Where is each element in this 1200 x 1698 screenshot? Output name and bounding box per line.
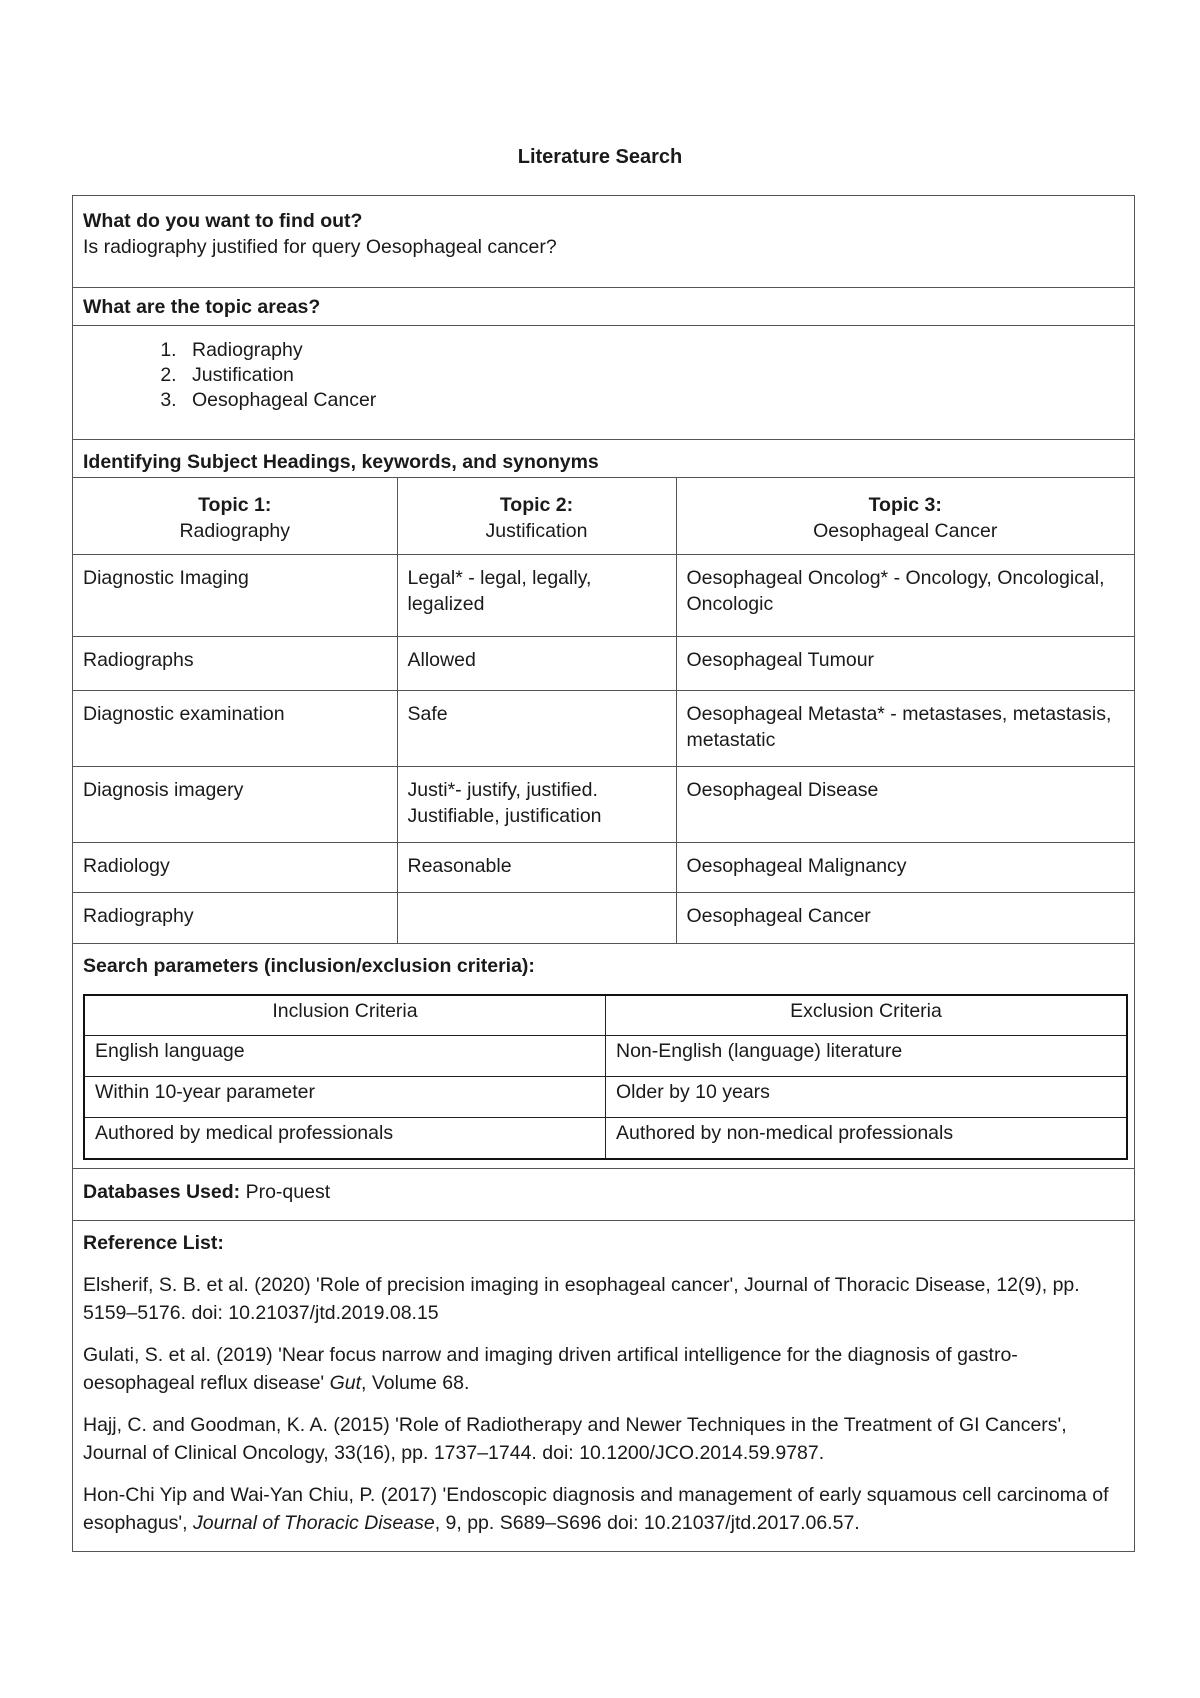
topic-1-label: Topic 1: [198,494,272,516]
table-header-row [84,995,1127,1036]
find-out-section [73,196,1134,288]
table-cell: Older by 10 years [606,1077,1128,1118]
topic-2-name: Justification [485,520,588,542]
table-row [73,843,1134,893]
topic-table [73,478,1134,943]
subject-headings-heading: Identifying Subject Headings, keywords, and synonyms [83,451,599,473]
table-row [73,893,1134,943]
table-cell: Within 10-year parameter [84,1077,606,1118]
criteria-table [83,994,1128,1160]
reference-text: , Volume 68. [361,1371,470,1394]
topic-areas-list [83,338,1124,413]
search-parameters-heading: Search parameters (inclusion/exclusion criteria): [83,954,535,977]
table-cell: Radiology [73,843,397,893]
table-cell: Diagnosis imagery [73,767,397,843]
table-cell: Authored by non-medical professionals [606,1118,1128,1159]
table-cell: Diagnostic Imaging [73,555,397,637]
table-cell: Oesophageal Metasta* - metastases, metastasis, metastatic [676,691,1134,767]
reference-list-section [73,1221,1134,1551]
table-cell: Authored by medical professionals [84,1118,606,1159]
table-header-row [73,478,1134,555]
topic-3-name: Oesophageal Cancer [813,520,998,542]
topic-areas-list-section [73,338,1134,440]
table-cell: English language [84,1036,606,1077]
list-item: 2. Justification [182,363,1124,388]
reference-journal: Gut [329,1371,361,1394]
reference-text: Gulati, S. et al. (2019) 'Near focus narrow and imaging driven artifical intelligence for the diagnosis of gastro-oesophageal reflux disease' [83,1343,1018,1394]
literature-search-form [72,195,1135,1552]
table-cell: Safe [397,691,676,767]
table-row [84,1036,1127,1077]
table-cell: Oesophageal Disease [676,767,1134,843]
table-cell: Non-English (language) literature [606,1036,1128,1077]
reference-journal: Journal of Thoracic Disease [192,1511,435,1534]
table-cell: Diagnostic examination [73,691,397,767]
table-cell: Oesophageal Cancer [676,893,1134,943]
inclusion-header: Inclusion Criteria [84,995,606,1036]
table-cell: Radiography [73,893,397,943]
reference-text: , 9, pp. S689–S696 doi: 10.21037/jtd.2017.06.57. [434,1511,860,1534]
reference-item: Hajj, C. and Goodman, K. A. (2015) 'Role of Radiotherapy and Newer Techniques in the Treatment of GI Cancers', Journal of Clinical Oncology, 33(16), pp. 1737–1744. doi: 10.1200/JCO.2014.59.9787. [83,1413,1067,1464]
reference-item [83,1481,1124,1537]
table-row [73,555,1134,637]
topic-areas-heading-section [73,288,1134,326]
find-out-heading: What do you want to find out? [83,210,363,232]
topic-areas-heading: What are the topic areas? [83,296,321,318]
databases-label: Databases Used: [83,1180,241,1203]
table-cell: Legal* - legal, legally, legalized [397,555,676,637]
databases-section [73,1169,1134,1221]
topic-table-section [73,478,1134,944]
reference-list-heading: Reference List: [83,1231,224,1254]
find-out-answer: Is radiography justified for query Oesophageal cancer? [83,236,557,258]
table-cell: Oesophageal Tumour [676,637,1134,691]
databases-value: Pro-quest [245,1180,331,1203]
table-cell: Allowed [397,637,676,691]
table-cell: Oesophageal Oncolog* - Oncology, Oncological, Oncologic [676,555,1134,637]
topic-3-header [676,478,1134,555]
table-row [73,691,1134,767]
reference-item: Elsherif, S. B. et al. (2020) 'Role of precision imaging in esophageal cancer', Journal of Thoracic Disease, 12(9), pp. 5159–5176. doi: 10.21037/jtd.2019.08.15 [83,1273,1080,1324]
table-cell: Justi*- justify, justified. Justifiable, justification [397,767,676,843]
table-cell: Radiographs [73,637,397,691]
topic-3-label: Topic 3: [868,494,942,516]
reference-item [83,1341,1124,1397]
subject-headings-section [73,440,1134,478]
table-row [84,1118,1127,1159]
topic-2-label: Topic 2: [499,494,574,516]
table-cell: Reasonable [397,843,676,893]
table-row [84,1077,1127,1118]
topic-1-header [73,478,397,555]
table-row [73,637,1134,691]
search-parameters-section [73,944,1134,1169]
topic-1-name: Radiography [179,520,291,542]
exclusion-header: Exclusion Criteria [606,995,1128,1036]
list-item: 3. Oesophageal Cancer [182,388,1124,413]
list-item: 1. Radiography [182,338,1124,363]
document-title: Literature Search [517,146,683,168]
table-cell [397,893,676,943]
table-cell: Oesophageal Malignancy [676,843,1134,893]
topic-2-header [397,478,676,555]
table-row [73,767,1134,843]
reference-text: Hon-Chi Yip and Wai-Yan Chiu, P. (2017) 'Endoscopic diagnosis and management of early squamous cell carcinoma of esophagus', [83,1483,1109,1534]
